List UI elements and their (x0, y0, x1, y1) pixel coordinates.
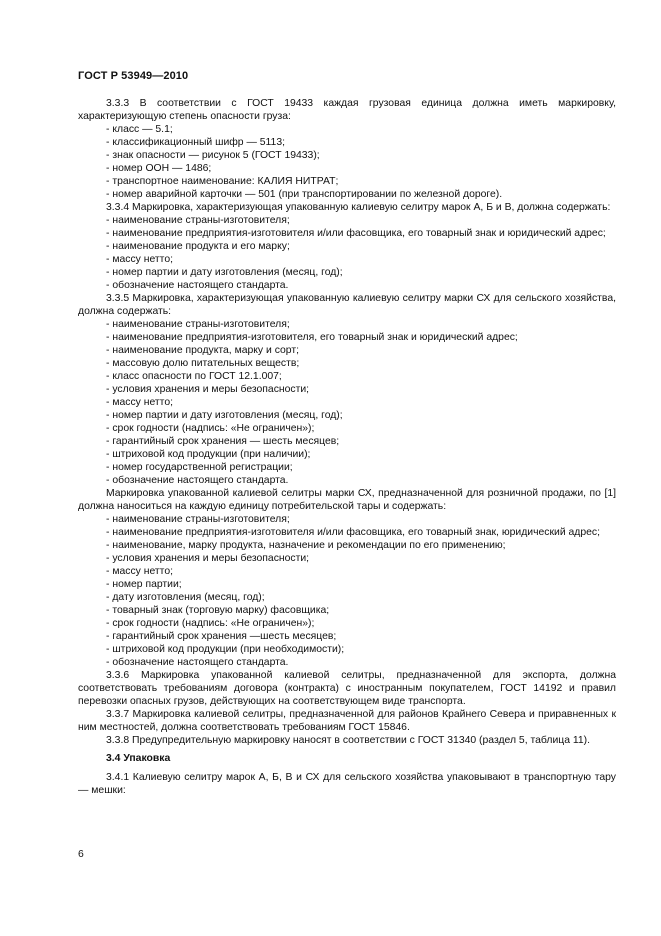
paragraph-retail: Маркировка упакованной калиевой селитры марки СХ, предназначенной для розничной продажи, по [1] должна наноситься на каждую единицу потребительской тары и содержать: (78, 488, 616, 512)
list-marking-abv (78, 214, 616, 292)
list-item: - знак опасности — рисунок 5 (ГОСТ 19433); (106, 150, 320, 161)
paragraph-3-3-8: 3.3.8 Предупредительную маркировку наносят в соответствии с ГОСТ 31340 (раздел 5, таблица 11). (106, 735, 591, 746)
list-marking-retail (78, 513, 616, 669)
list-item: - наименование предприятия-изготовителя и/или фасовщика, его товарный знак, юридический адрес; (106, 527, 600, 538)
list-item: - гарантийный срок хранения —шесть месяцев; (106, 631, 337, 642)
list-item: - номер аварийной карточки — 501 (при транспортировании по железной дороге). (106, 189, 503, 200)
list-item: - класс — 5.1; (106, 124, 173, 135)
list-item: - срок годности (надпись: «Не ограничен»); (106, 423, 315, 434)
list-item: - транспортное наименование: КАЛИЯ НИТРАТ; (106, 176, 339, 187)
page-number: 6 (78, 849, 84, 860)
section-heading-3-4: 3.4 Упаковка (106, 753, 171, 764)
list-marking-sx (78, 318, 616, 487)
list-item: - наименование продукта, марку и сорт; (106, 345, 299, 356)
list-item: - наименование страны-изготовителя; (106, 319, 290, 330)
list-item: - номер партии и дату изготовления (месяц, год); (106, 410, 343, 421)
paragraph-3-3-4: 3.3.4 Маркировка, характеризующая упакованную калиевую селитру марок А, Б и В, должна содержать: (106, 202, 611, 213)
paragraph-3-3-7: 3.3.7 Маркировка калиевой селитры, предназначенной для районов Крайнего Севера и приравненных к ним местностей, должна соответствовать требованиям ГОСТ 15846. (78, 709, 616, 733)
list-item: - штриховой код продукции (при наличии); (106, 449, 311, 460)
list-item: - срок годности (надпись: «Не ограничен»); (106, 618, 315, 629)
list-item: - наименование страны-изготовителя; (106, 215, 290, 226)
list-item: - номер партии; (106, 579, 182, 590)
list-item: - номер государственной регистрации; (106, 462, 293, 473)
list-item: - класс опасности по ГОСТ 12.1.007; (106, 371, 282, 382)
list-item: - массу нетто; (106, 254, 173, 265)
list-item: - наименование продукта и его марку; (106, 241, 290, 252)
document-header: ГОСТ Р 53949—2010 (78, 70, 189, 82)
list-hazard-marking (78, 123, 616, 201)
list-item: - наименование предприятия-изготовителя, его товарный знак и юридический адрес; (106, 332, 518, 343)
paragraph-3-3-6: 3.3.6 Маркировка упакованной калиевой селитры, предназначенной для экспорта, должна соответствовать требованиям договора (контракта) с иностранным покупателем, ГОСТ 14192 и правил перевозки опасных грузов, действующих на соответствующем виде транспорта. (78, 670, 616, 707)
list-item: - номер ООН — 1486; (106, 163, 212, 174)
paragraph-3-3-5: 3.3.5 Маркировка, характеризующая упакованную калиевую селитру марки СХ для сельского хозяйства, должна содержать: (78, 293, 616, 317)
list-item: - обозначение настоящего стандарта. (106, 280, 289, 291)
list-item: - штриховой код продукции (при необходимости); (106, 644, 345, 655)
list-item: - гарантийный срок хранения — шесть месяцев; (106, 436, 340, 447)
list-item: - товарный знак (торговую марку) фасовщика; (106, 605, 330, 616)
document-body (78, 97, 616, 797)
list-item: - наименование страны-изготовителя; (106, 514, 290, 525)
list-item: - номер партии и дату изготовления (месяц, год); (106, 267, 343, 278)
list-item: - дату изготовления (месяц, год); (106, 592, 265, 603)
list-item: - обозначение настоящего стандарта. (106, 657, 289, 668)
list-item: - наименование, марку продукта, назначение и рекомендации по его применению; (106, 540, 506, 551)
list-item: - условия хранения и меры безопасности; (106, 384, 310, 395)
paragraph-3-4-1: 3.4.1 Калиевую селитру марок А, Б, В и СХ для сельского хозяйства упаковывают в транспортную тару — мешки: (78, 772, 616, 796)
list-item: - массу нетто; (106, 397, 173, 408)
list-item: - классификационный шифр — 5113; (106, 137, 285, 148)
paragraph-3-3-3: 3.3.3 В соответствии с ГОСТ 19433 каждая грузовая единица должна иметь маркировку, характеризующую степень опасности груза: (78, 98, 616, 122)
list-item: - массу нетто; (106, 566, 173, 577)
list-item: - массовую долю питательных веществ; (106, 358, 300, 369)
list-item: - условия хранения и меры безопасности; (106, 553, 310, 564)
list-item: - наименование предприятия-изготовителя и/или фасовщика, его товарный знак и юридический адрес; (106, 228, 606, 239)
list-item: - обозначение настоящего стандарта. (106, 475, 289, 486)
